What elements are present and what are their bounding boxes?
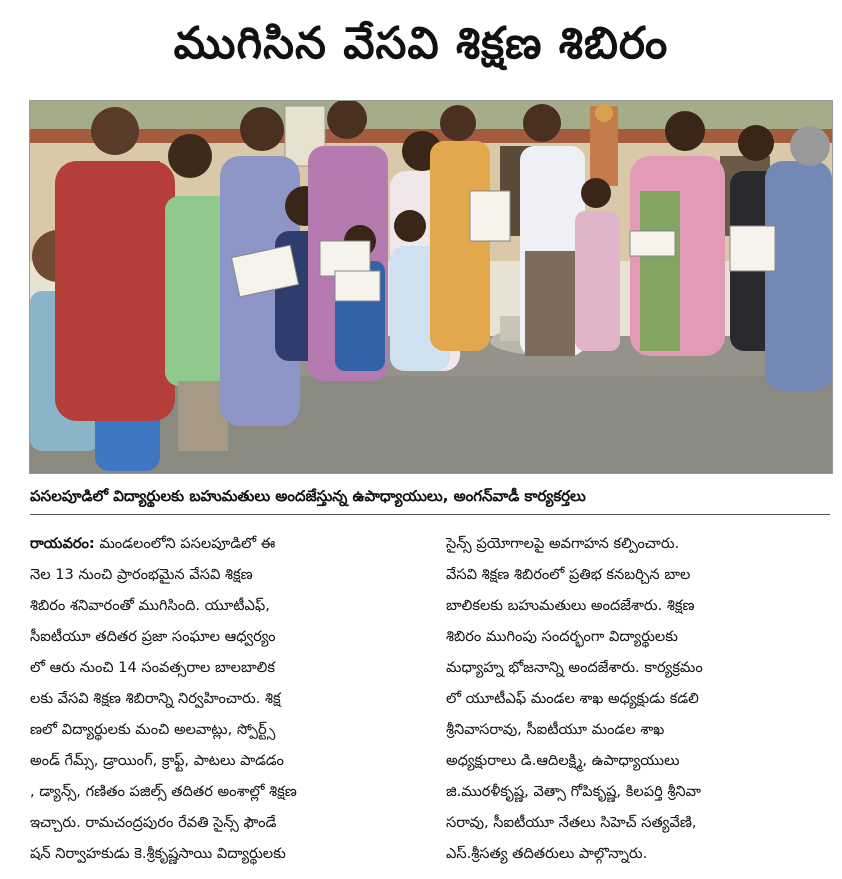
article-line: శ్రీనివాసరావు, సీఐటీయూ మండల శాఖ bbox=[446, 721, 665, 738]
caption-rule bbox=[30, 514, 830, 515]
article-line: , డ్యాన్స్, గణితం పజిల్స్ తదితర అంశాల్లో శిక్షణ bbox=[30, 783, 297, 800]
article-line: నెల 13 నుంచి ప్రారంభమైన వేసవి శిక్షణ bbox=[30, 566, 253, 583]
article-line: సీఐటీయూ తదితర ప్రజా సంఘాల ఆధ్వర్యం bbox=[30, 628, 276, 645]
article-line: అండ్ గేమ్స్, డ్రాయింగ్, క్రాఫ్ట్, పాటలు పాడడం bbox=[30, 752, 284, 769]
dateline: రాయవరం: bbox=[30, 535, 95, 552]
article-line: లో ఆరు నుంచి 14 సంవత్సరాల బాలబాలిక bbox=[30, 659, 275, 676]
article-line bbox=[30, 528, 415, 559]
article-line: ఎస్.శ్రీసత్య తదితరులు పాల్గొన్నారు. bbox=[446, 845, 648, 862]
article-text: మండలంలోని పసలపూడిలో ఈ bbox=[94, 535, 276, 552]
news-photo bbox=[29, 100, 833, 474]
article-line: జి.మురళీకృష్ణ, వెత్సా గోపికృష్ణ, కిలపర్తి శ్రీనివా bbox=[446, 783, 701, 800]
article-line: షన్ నిర్వాహకుడు కె.శ్రీకృష్ణసాయి విద్యార్థులకు bbox=[30, 845, 286, 862]
article-line: శిబిరం ముగింపు సందర్భంగా విద్యార్థులకు bbox=[446, 628, 678, 645]
article-line: మధ్యాహ్న భోజనాన్ని అందజేశారు. కార్యక్రమం bbox=[446, 659, 703, 676]
article-line: ఇచ్చారు. రామచంద్రపురం రేవతి సైన్స్ ఫౌండే bbox=[30, 814, 277, 831]
article-line: సైన్స్ ప్రయోగాలపై అవగాహన కల్పించారు. bbox=[446, 535, 680, 552]
article-line: లకు వేసవి శిక్షణ శిబిరాన్ని నిర్వహించారు. శిక్ష bbox=[30, 690, 281, 707]
article-column-right bbox=[446, 528, 831, 869]
article-line: లో యూటీఎఫ్ మండల శాఖ అధ్యక్షుడు కడలి bbox=[446, 690, 699, 707]
group-photo-illustration bbox=[30, 101, 832, 473]
photo-caption: పసలపూడిలో విద్యార్థులకు బహుమతులు అందజేస్తున్న ఉపాధ్యాయులు, అంగన్‌వాడీ కార్యకర్తలు bbox=[30, 487, 586, 505]
article-line: అధ్యక్షురాలు డి.ఆదిలక్ష్మి, ఉపాధ్యాయులు bbox=[446, 752, 680, 769]
article-line: బాలికలకు బహుమతులు అందజేశారు. శిక్షణ bbox=[446, 597, 695, 614]
article-line: శిబిరం శనివారంతో ముగిసింది. యూటీఎఫ్, bbox=[30, 597, 270, 614]
article-line: ణలో విద్యార్థులకు మంచి అలవాట్లు, స్పోర్ట్స్ bbox=[30, 721, 276, 738]
headline: ముగిసిన వేసవి శిక్షణ శిబిరం bbox=[173, 18, 669, 69]
article-line: వేసవి శిక్షణ శిబిరంలో ప్రతిభ కనబర్చిన బాల bbox=[446, 566, 691, 583]
article-column-left bbox=[30, 528, 415, 869]
article-line: సరావు, సీఐటీయూ నేతలు సిహెచ్ సత్యవేణి, bbox=[446, 814, 697, 831]
